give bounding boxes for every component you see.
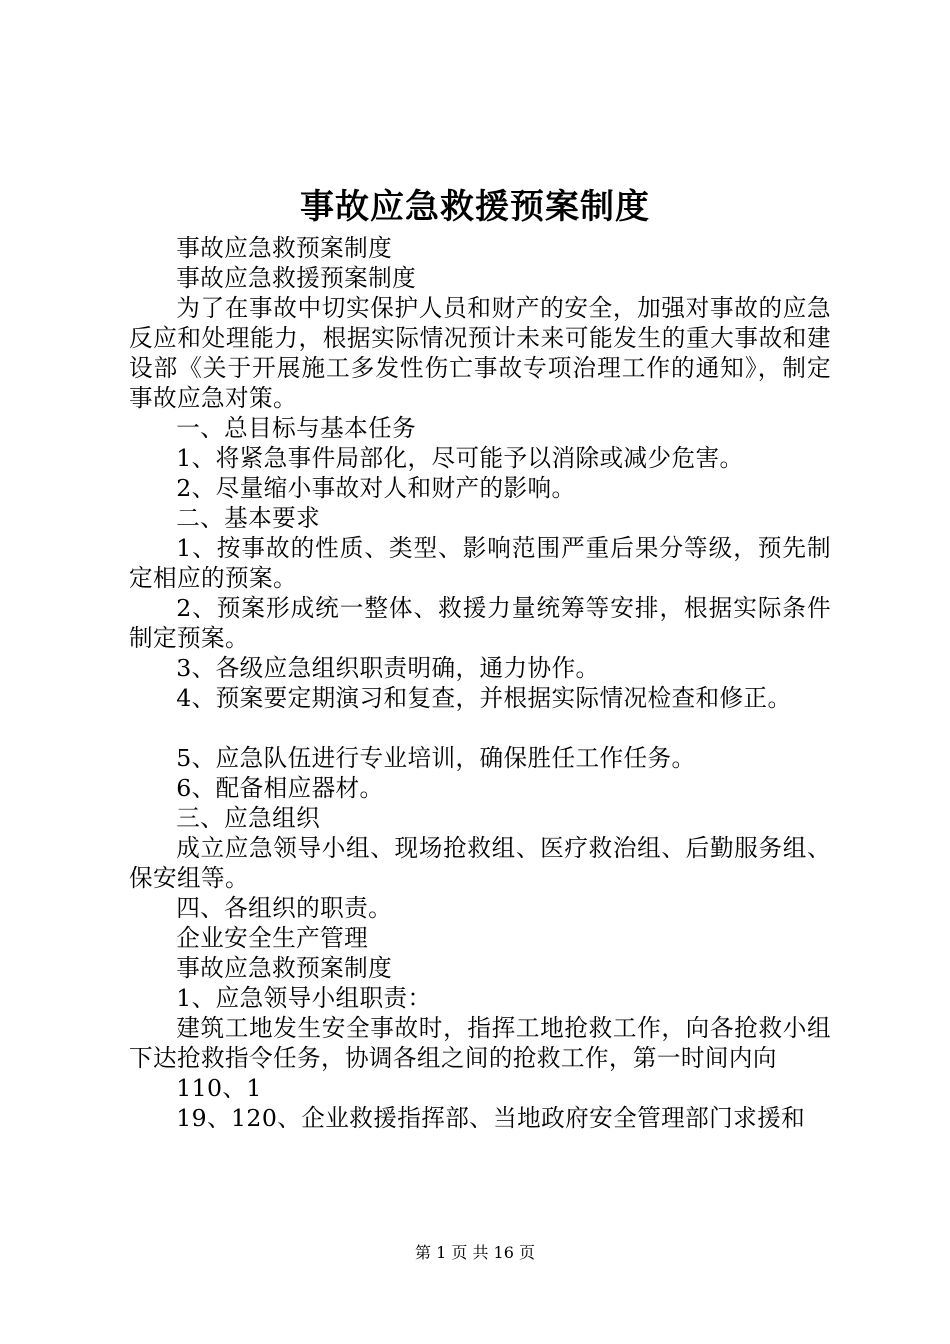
list-item: 2、尽量缩小事故对人和财产的影响。 [176,474,576,502]
paragraph: 19、120、企业救援指挥部、当地政府安全管理部门求援和 [176,1104,806,1132]
list-item: 3、各级应急组织职责明确，通力协作。 [176,654,600,682]
paragraph: 成立应急领导小组、现场抢救组、医疗救治组、后勤服务组、保安组等。 [129,834,831,892]
list-item: 2、预案形成统一整体、救援力量统筹等安排，根据实际条件制定预案。 [129,594,831,652]
paragraph: 企业安全生产管理 [176,924,369,952]
section-heading: 三、应急组织 [176,804,321,832]
section-heading: 一、总目标与基本任务 [176,414,417,442]
section-heading: 四、各组织的职责。 [176,894,393,922]
paragraph: 110、1 [176,1074,262,1102]
paragraph: 事故应急救预案制度 [176,954,393,982]
page-number: 第 1 页 共 16 页 [415,1243,535,1262]
list-item: 5、应急队伍进行专业培训，确保胜任工作任务。 [176,744,696,772]
list-item: 1、将紧急事件局部化，尽可能予以消除或减少危害。 [176,444,744,472]
paragraph: 事故应急救援预案制度 [176,264,417,292]
list-item: 1、按事故的性质、类型、影响范围严重后果分等级，预先制定相应的预案。 [129,534,831,592]
document-body [129,233,831,1133]
paragraph: 为了在事故中切实保护人员和财产的安全，加强对事故的应急反应和处理能力，根据实际情况预计未来可能发生的重大事故和建设部《关于开展施工多发性伤亡事故专项治理工作的通知》，制定事故应急对策。 [129,294,831,412]
list-item: 6、配备相应器材。 [176,774,384,802]
document-title: 事故应急救援预案制度 [300,187,650,227]
paragraph: 事故应急救预案制度 [176,234,393,262]
list-item: 1、应急领导小组职责： [176,984,432,1012]
paragraph: 建筑工地发生安全事故时，指挥工地抢救工作，向各抢救小组下达抢救指令任务，协调各组之间的抢救工作，第一时间内向 [129,1014,831,1072]
list-item: 4、预案要定期演习和复查，并根据实际情况检查和修正。 [176,684,792,712]
section-heading: 二、基本要求 [176,504,321,532]
